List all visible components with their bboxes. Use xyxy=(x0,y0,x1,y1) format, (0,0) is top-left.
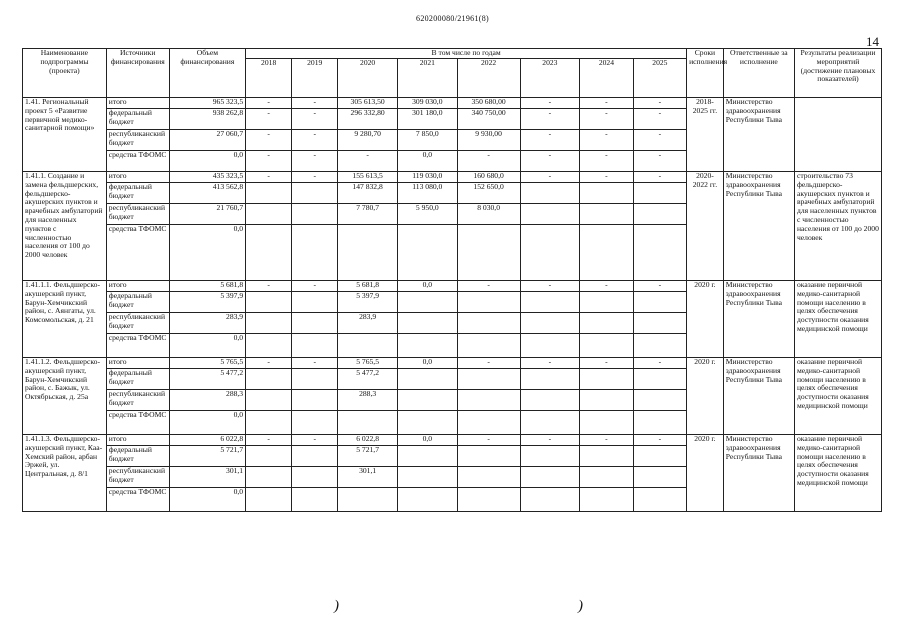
year-value-cell xyxy=(633,467,686,488)
source-cell: республиканский бюджет xyxy=(106,390,169,411)
year-value-cell xyxy=(397,488,457,512)
year-value-cell: - xyxy=(520,151,580,172)
year-value-cell xyxy=(580,204,633,225)
year-value-cell: 288,3 xyxy=(338,390,398,411)
table-row xyxy=(23,358,882,369)
year-value-cell: 7 780,7 xyxy=(338,204,398,225)
year-value-cell xyxy=(457,369,520,390)
year-value-cell xyxy=(292,292,338,313)
year-value-cell xyxy=(580,225,633,281)
year-value-cell: 0,0 xyxy=(397,358,457,369)
year-value-cell xyxy=(633,488,686,512)
volume-cell: 413 562,8 xyxy=(169,183,245,204)
col-header-responsible: Ответственные за исполнение xyxy=(723,49,794,98)
year-value-cell: - xyxy=(520,130,580,151)
year-value-cell xyxy=(397,390,457,411)
volume-cell: 27 060,7 xyxy=(169,130,245,151)
year-header: 2018 xyxy=(246,59,292,98)
year-value-cell xyxy=(520,467,580,488)
volume-cell: 0,0 xyxy=(169,488,245,512)
col-header-name: Наименование подпрограммы (проекта) xyxy=(23,49,107,98)
year-value-cell xyxy=(580,390,633,411)
source-cell: итого xyxy=(106,281,169,292)
year-header: 2020 xyxy=(338,59,398,98)
year-value-cell xyxy=(580,369,633,390)
year-value-cell: - xyxy=(633,109,686,130)
year-value-cell: 296 332,80 xyxy=(338,109,398,130)
year-value-cell: - xyxy=(633,98,686,109)
year-value-cell: - xyxy=(520,172,580,183)
result-cell: оказание первичной медико-санитарной помощи населению в целях обеспечения доступности оказания медицинской помощи xyxy=(794,435,881,512)
source-cell: республиканский бюджет xyxy=(106,467,169,488)
source-cell: республиканский бюджет xyxy=(106,204,169,225)
year-value-cell: 155 613,5 xyxy=(338,172,398,183)
year-value-cell xyxy=(292,334,338,358)
year-value-cell xyxy=(520,488,580,512)
source-cell: итого xyxy=(106,435,169,446)
year-value-cell: - xyxy=(292,358,338,369)
responsible-cell: Министерство здравоохранения Республики Тыва xyxy=(723,281,794,358)
year-value-cell xyxy=(580,313,633,334)
source-cell: средства ТФОМС xyxy=(106,488,169,512)
year-value-cell xyxy=(520,292,580,313)
term-cell: 2018-2025 гг. xyxy=(687,98,724,172)
year-value-cell: - xyxy=(520,281,580,292)
volume-cell: 6 022,8 xyxy=(169,435,245,446)
year-value-cell xyxy=(397,446,457,467)
year-value-cell: - xyxy=(633,130,686,151)
year-value-cell xyxy=(292,390,338,411)
year-value-cell: - xyxy=(246,151,292,172)
year-value-cell: 7 850,0 xyxy=(397,130,457,151)
year-value-cell xyxy=(338,334,398,358)
program-name-cell: 1.41.1.1. Фельдшерско-акушерский пункт, Барун-Хемчикский район, с. Аянгаты, ул. Комсомольская, д. 21 xyxy=(23,281,107,358)
year-value-cell xyxy=(292,225,338,281)
volume-cell: 5 397,9 xyxy=(169,292,245,313)
year-value-cell xyxy=(633,411,686,435)
year-value-cell xyxy=(292,204,338,225)
volume-cell: 0,0 xyxy=(169,225,245,281)
year-value-cell: 8 030,0 xyxy=(457,204,520,225)
year-value-cell xyxy=(457,446,520,467)
year-value-cell xyxy=(246,446,292,467)
margin-mark: ) xyxy=(334,598,339,614)
source-cell: итого xyxy=(106,172,169,183)
volume-cell: 0,0 xyxy=(169,411,245,435)
year-value-cell: 340 750,00 xyxy=(457,109,520,130)
year-value-cell xyxy=(338,411,398,435)
volume-cell: 288,3 xyxy=(169,390,245,411)
year-value-cell: - xyxy=(580,172,633,183)
volume-cell: 21 760,7 xyxy=(169,204,245,225)
year-value-cell xyxy=(397,292,457,313)
col-header-source: Источники финансирования xyxy=(106,49,169,98)
year-value-cell: - xyxy=(633,151,686,172)
year-value-cell xyxy=(633,183,686,204)
year-value-cell: 305 613,50 xyxy=(338,98,398,109)
term-cell: 2020-2022 гг. xyxy=(687,172,724,281)
result-cell: оказание первичной медико-санитарной помощи населению в целях обеспечения доступности оказания медицинской помощи xyxy=(794,281,881,358)
source-cell: федеральный бюджет xyxy=(106,369,169,390)
year-value-cell: - xyxy=(457,151,520,172)
term-cell: 2020 г. xyxy=(687,435,724,512)
year-value-cell: - xyxy=(246,358,292,369)
term-cell: 2020 г. xyxy=(687,281,724,358)
year-value-cell: 5 950,0 xyxy=(397,204,457,225)
year-value-cell xyxy=(520,204,580,225)
volume-cell: 5 477,2 xyxy=(169,369,245,390)
year-value-cell: - xyxy=(633,358,686,369)
year-value-cell: - xyxy=(292,435,338,446)
col-header-by-year: В том числе по годам xyxy=(246,49,687,59)
year-value-cell: - xyxy=(580,435,633,446)
table-row xyxy=(23,172,882,183)
year-value-cell xyxy=(580,467,633,488)
year-value-cell: - xyxy=(246,172,292,183)
year-value-cell xyxy=(397,411,457,435)
year-value-cell xyxy=(292,369,338,390)
year-value-cell: - xyxy=(457,281,520,292)
year-value-cell: 350 680,00 xyxy=(457,98,520,109)
year-value-cell xyxy=(457,313,520,334)
year-value-cell xyxy=(520,334,580,358)
year-value-cell xyxy=(292,313,338,334)
year-value-cell xyxy=(397,225,457,281)
year-value-cell: 113 080,0 xyxy=(397,183,457,204)
volume-cell: 0,0 xyxy=(169,151,245,172)
year-header: 2025 xyxy=(633,59,686,98)
year-value-cell xyxy=(292,467,338,488)
year-value-cell: - xyxy=(580,151,633,172)
year-value-cell xyxy=(580,411,633,435)
year-value-cell: 283,9 xyxy=(338,313,398,334)
volume-cell: 5 721,7 xyxy=(169,446,245,467)
table-row xyxy=(23,98,882,109)
year-value-cell xyxy=(246,225,292,281)
year-value-cell: - xyxy=(580,358,633,369)
year-value-cell xyxy=(338,488,398,512)
year-value-cell xyxy=(246,488,292,512)
source-cell: средства ТФОМС xyxy=(106,151,169,172)
year-value-cell: 160 680,0 xyxy=(457,172,520,183)
year-value-cell xyxy=(246,183,292,204)
volume-cell: 283,9 xyxy=(169,313,245,334)
year-header: 2022 xyxy=(457,59,520,98)
year-value-cell: - xyxy=(292,172,338,183)
source-cell: федеральный бюджет xyxy=(106,183,169,204)
year-value-cell xyxy=(292,411,338,435)
year-value-cell: - xyxy=(633,281,686,292)
program-name-cell: 1.41. Региональный проект 5 «Развитие первичной медико-санитарной помощи» xyxy=(23,98,107,172)
year-value-cell: 301,1 xyxy=(338,467,398,488)
result-cell xyxy=(794,98,881,172)
year-value-cell xyxy=(457,334,520,358)
year-value-cell xyxy=(633,446,686,467)
year-value-cell xyxy=(520,369,580,390)
year-value-cell: - xyxy=(580,98,633,109)
year-value-cell: 301 180,0 xyxy=(397,109,457,130)
year-value-cell: 0,0 xyxy=(397,151,457,172)
year-value-cell: 5 765,5 xyxy=(338,358,398,369)
year-value-cell: - xyxy=(457,358,520,369)
year-value-cell: 9 280,70 xyxy=(338,130,398,151)
year-value-cell: - xyxy=(246,435,292,446)
year-value-cell xyxy=(397,369,457,390)
year-value-cell: - xyxy=(246,281,292,292)
year-value-cell: 147 832,8 xyxy=(338,183,398,204)
year-value-cell: - xyxy=(520,98,580,109)
source-cell: республиканский бюджет xyxy=(106,130,169,151)
year-value-cell xyxy=(633,204,686,225)
year-value-cell: - xyxy=(292,98,338,109)
responsible-cell: Министерство здравоохранения Республики Тыва xyxy=(723,172,794,281)
col-header-results: Результаты реализации мероприятий (достижение плановых показателей) xyxy=(794,49,881,98)
year-value-cell xyxy=(292,488,338,512)
year-value-cell xyxy=(246,467,292,488)
source-cell: средства ТФОМС xyxy=(106,411,169,435)
year-value-cell xyxy=(246,369,292,390)
year-value-cell: 5 477,2 xyxy=(338,369,398,390)
year-value-cell xyxy=(397,334,457,358)
responsible-cell: Министерство здравоохранения Республики Тыва xyxy=(723,358,794,435)
year-value-cell xyxy=(457,292,520,313)
col-header-volume: Объем финансирования xyxy=(169,49,245,98)
source-cell: средства ТФОМС xyxy=(106,334,169,358)
source-cell: федеральный бюджет xyxy=(106,446,169,467)
volume-cell: 5 765,5 xyxy=(169,358,245,369)
year-value-cell xyxy=(246,334,292,358)
program-name-cell: 1.41.1. Создание и замена фельдшерских, фельдшерско-акушерских пунктов и врачебных амбулаторий для населенных пунктов с численностью населения от 100 до 2000 человек xyxy=(23,172,107,281)
year-header: 2023 xyxy=(520,59,580,98)
year-value-cell: - xyxy=(246,130,292,151)
year-value-cell xyxy=(580,446,633,467)
volume-cell: 938 262,8 xyxy=(169,109,245,130)
source-cell: федеральный бюджет xyxy=(106,109,169,130)
year-value-cell xyxy=(633,292,686,313)
volume-cell: 965 323,5 xyxy=(169,98,245,109)
year-value-cell: - xyxy=(292,151,338,172)
year-value-cell xyxy=(633,313,686,334)
program-name-cell: 1.41.1.2. Фельдшерско-акушерский пункт, Барун-Хемчикский район, с. Бажык, ул. Октябрьская, д. 25а xyxy=(23,358,107,435)
year-value-cell xyxy=(580,183,633,204)
year-value-cell xyxy=(520,183,580,204)
source-cell: средства ТФОМС xyxy=(106,225,169,281)
margin-mark: ) xyxy=(578,598,583,614)
year-value-cell: - xyxy=(246,109,292,130)
source-cell: итого xyxy=(106,358,169,369)
year-value-cell: 9 930,00 xyxy=(457,130,520,151)
year-value-cell xyxy=(457,411,520,435)
year-value-cell xyxy=(457,488,520,512)
year-value-cell xyxy=(633,334,686,358)
year-value-cell xyxy=(397,313,457,334)
year-value-cell xyxy=(520,313,580,334)
year-value-cell: - xyxy=(633,435,686,446)
year-value-cell: 152 650,0 xyxy=(457,183,520,204)
year-value-cell xyxy=(246,390,292,411)
table-row xyxy=(23,281,882,292)
year-value-cell: 309 030,0 xyxy=(397,98,457,109)
year-value-cell: - xyxy=(292,130,338,151)
source-cell: республиканский бюджет xyxy=(106,313,169,334)
year-value-cell xyxy=(246,204,292,225)
source-cell: федеральный бюджет xyxy=(106,292,169,313)
year-value-cell xyxy=(520,390,580,411)
year-value-cell: - xyxy=(292,109,338,130)
year-value-cell xyxy=(246,411,292,435)
year-value-cell xyxy=(457,390,520,411)
year-value-cell: 5 681,8 xyxy=(338,281,398,292)
volume-cell: 435 323,5 xyxy=(169,172,245,183)
year-value-cell xyxy=(580,292,633,313)
result-cell: оказание первичной медико-санитарной помощи населению в целях обеспечения доступности оказания медицинской помощи xyxy=(794,358,881,435)
year-value-cell xyxy=(246,313,292,334)
year-header: 2024 xyxy=(580,59,633,98)
year-value-cell: 0,0 xyxy=(397,435,457,446)
year-value-cell: - xyxy=(580,281,633,292)
year-value-cell: - xyxy=(292,281,338,292)
year-value-cell: - xyxy=(633,172,686,183)
source-cell: итого xyxy=(106,98,169,109)
responsible-cell: Министерство здравоохранения Республики Тыва xyxy=(723,435,794,512)
year-value-cell xyxy=(580,488,633,512)
year-value-cell: - xyxy=(246,98,292,109)
program-table xyxy=(22,48,882,512)
year-value-cell xyxy=(633,369,686,390)
document-id: 620200080/21961(8) xyxy=(416,14,489,23)
year-value-cell: - xyxy=(580,109,633,130)
year-value-cell xyxy=(397,467,457,488)
year-value-cell xyxy=(520,225,580,281)
year-header: 2021 xyxy=(397,59,457,98)
year-value-cell xyxy=(457,467,520,488)
volume-cell: 0,0 xyxy=(169,334,245,358)
year-value-cell: - xyxy=(520,435,580,446)
responsible-cell: Министерство здравоохранения Республики Тыва xyxy=(723,98,794,172)
year-value-cell xyxy=(246,292,292,313)
year-value-cell xyxy=(457,225,520,281)
result-cell: строительство 73 фельдшерско-акушерских пунктов и врачебных амбулаторий для населенных пунктов с численностью населения от 100 до 2000 человек xyxy=(794,172,881,281)
year-value-cell xyxy=(520,446,580,467)
year-value-cell: - xyxy=(580,130,633,151)
table-row xyxy=(23,435,882,446)
year-value-cell: - xyxy=(338,151,398,172)
year-value-cell: 0,0 xyxy=(397,281,457,292)
year-header: 2019 xyxy=(292,59,338,98)
year-value-cell xyxy=(292,446,338,467)
year-value-cell xyxy=(338,225,398,281)
year-value-cell: - xyxy=(520,358,580,369)
year-value-cell xyxy=(292,183,338,204)
year-value-cell xyxy=(633,390,686,411)
year-value-cell: 6 022,8 xyxy=(338,435,398,446)
page-number: 14 xyxy=(866,34,879,49)
year-value-cell: 5 397,9 xyxy=(338,292,398,313)
year-value-cell: 5 721,7 xyxy=(338,446,398,467)
year-value-cell xyxy=(520,411,580,435)
year-value-cell: 119 030,0 xyxy=(397,172,457,183)
col-header-term: Сроки исполнения xyxy=(687,49,724,98)
year-value-cell: - xyxy=(457,435,520,446)
year-value-cell xyxy=(633,225,686,281)
volume-cell: 5 681,8 xyxy=(169,281,245,292)
term-cell: 2020 г. xyxy=(687,358,724,435)
year-value-cell: - xyxy=(520,109,580,130)
volume-cell: 301,1 xyxy=(169,467,245,488)
program-name-cell: 1.41.1.3. Фельдшерско-акушерский пункт, Каа-Хемский район, арбан Эржей, ул. Центральная, д. 8/1 xyxy=(23,435,107,512)
year-value-cell xyxy=(580,334,633,358)
